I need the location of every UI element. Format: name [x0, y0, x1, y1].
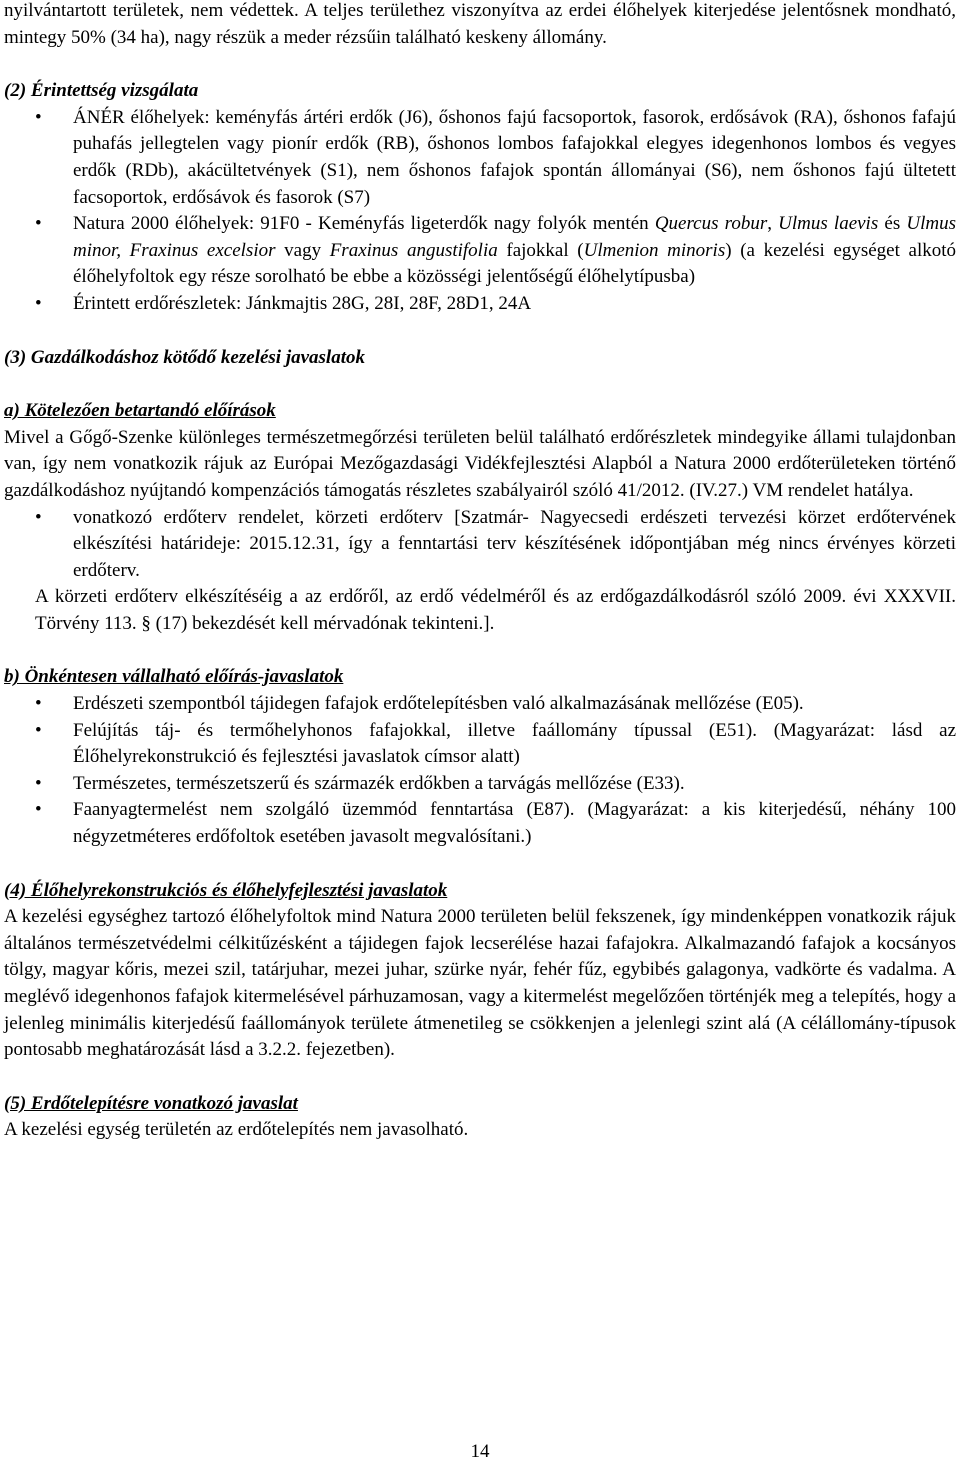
list-item	[4, 505, 956, 585]
syntaxon-ulmenion-minoris: Ulmenion minoris	[583, 239, 726, 261]
natura-text-2: ,	[767, 213, 779, 235]
section-3a-heading: a) Kötelezően betartandó előírások	[4, 400, 276, 422]
list-item-text: Felújítás táj- és termőhelyhonos fafajokkal, illetve faállomány típussal (E51). (Magyarázat: lásd az Élőhelyrekonstrukció és fejlesztési javaslatok címsor alatt)	[73, 719, 956, 768]
page-number: 14	[470, 1441, 490, 1462]
bullet-icon: •	[35, 506, 42, 528]
bullet-icon: •	[35, 693, 42, 715]
list-item	[4, 105, 956, 211]
natura-text-6: ) (a kezelési egységet alkotó élőhelyfoltok egy része sorolható be ebbe a közösségi jelentőségű élőhelytípusba)	[73, 239, 957, 288]
species-fraxinus-angustifolia: Fraxinus angustifolia	[329, 239, 498, 261]
list-item	[4, 718, 956, 771]
list-item-text: Érintett erdőrészletek: Jánkmajtis 28G, 28I, 28F, 28D1, 24A	[73, 292, 532, 314]
list-item	[4, 771, 956, 798]
bullet-icon: •	[35, 213, 42, 235]
bullet-icon: •	[35, 799, 42, 821]
section-2-heading: (2) Érintettség vizsgálata	[4, 80, 199, 102]
species-ulmus-laevis: Ulmus laevis	[778, 213, 879, 235]
species-ulmus-minor-fraxinus-excelsior: Ulmus minor, Fraxinus excelsior	[73, 213, 956, 261]
list-item	[4, 211, 956, 291]
section-3a-paragraph: Mivel a Gőgő-Szenke különleges természetmegőrzési területen belül található erdőrészletek mindegyike állami tulajdonban van, így nem vonatkozik rájuk az Európai Mezőgazdasági Vidékfejlesztési Alapból a Natura 2000 erdőterületeken történő gazdálkodáshoz nyújtandó kompenzációs támogatás részletes szabályairól szóló 41/2012. (IV.27.) VM rendelet hatálya.	[4, 426, 956, 501]
section-4-heading: (4) Élőhelyrekonstrukciós és élőhelyfejlesztési javaslatok	[4, 879, 448, 901]
bullet-icon: •	[35, 719, 42, 741]
list-item-text: Faanyagtermelést nem szolgáló üzemmód fenntartása (E87). (Magyarázat: a kis kiterjedésű, néhány 100 négyzetméteres erdőfoltok esetében javasolt megvalósítani.)	[73, 799, 956, 848]
section-3b-heading: b) Önkéntesen vállalható előírás-javaslatok	[4, 666, 344, 688]
document-page	[4, 0, 956, 1144]
species-quercus-robur: Quercus robur	[654, 213, 768, 235]
list-item-text: Erdészeti szempontból tájidegen fafajok erdőtelepítésben való alkalmazásának mellőzése (E05).	[73, 693, 804, 715]
bullet-icon: •	[35, 772, 42, 794]
section-5-heading: (5) Erdőtelepítésre vonatkozó javaslat	[4, 1092, 298, 1114]
natura-text-5: fajokkal (	[497, 239, 584, 261]
section-4-paragraph: A kezelési egységhez tartozó élőhelyfoltok mind Natura 2000 területen belül fekszenek, így mindenképpen vonatkozik rájuk általános természetvédelmi célkitűzésként a tájidegen fajok lecserélése hazai fafajokra. Alkalmazandó fafajok a kocsányos tölgy, magyar kőris, mezei szil, tatárjuhar, mezei juhar, szürke nyár, fehér fűz, egybibés galagonya, vadkörte és vadalma. A meglévő idegenhonos fafajok kitermelésével párhuzamosan, vagy a kitermelést megelőzően történjék meg a telepítés, hogy a jelenleg minimális kiterjedésű faállományok területe átmenetileg se csökkenjen a jelenlegi szint alá (A célállomány-típusok pontosabb meghatározását lásd a 3.2.2. fejezetben).	[4, 906, 956, 1061]
section-3-heading: (3) Gazdálkodáshoz kötődő kezelési javaslatok	[4, 346, 365, 368]
list-item	[4, 291, 956, 318]
bullet-icon: •	[35, 292, 42, 314]
intro-paragraph: nyilvántartott területek, nem védettek. A teljes területhez viszonyítva az erdei élőhelyek kiterjedése jelentősnek mondható, mintegy 50% (34 ha), nagy részük a meder rézsűin található keskeny állomány.	[4, 0, 956, 48]
bullet-icon: •	[35, 106, 42, 128]
list-item-text: Természetes, természetszerű és származék erdőkben a tarvágás mellőzése (E33).	[73, 772, 685, 794]
list-item	[4, 797, 956, 850]
section-3a-note: A körzeti erdőterv elkészítéséig a az erdőről, az erdő védelméről és az erdőgazdálkodásról szóló 2009. évi XXXVII. Törvény 113. § (17) bekezdését kell mérvadónak tekinteni.].	[35, 586, 956, 634]
section-3b-bullet-list	[4, 691, 956, 851]
list-item	[4, 691, 956, 718]
list-item-text: ÁNÉR élőhelyek: keményfás ártéri erdők (J6), őshonos fajú facsoportok, fasorok, erdősávok (RA), őshonos fafajú puhafás jellegtelen vagy pionír erdők (RB), őshonos lombos fafajokkal elegyes idegenhonos lombos és vegyes erdők (RDb), akácültetvények (S1), nem őshonos fafajok spontán állományai (S6), nem őshonos fajú ültetett facsoportok, erdősávok és fasorok (S7)	[73, 106, 956, 208]
section-5-paragraph: A kezelési egység területén az erdőtelepítés nem javasolható.	[4, 1119, 469, 1141]
natura-text-3: és	[878, 213, 907, 235]
section-2-bullet-list	[4, 105, 956, 318]
list-item-text: vonatkozó erdőterv rendelet, körzeti erdőterv [Szatmár- Nagyecsedi erdészeti tervezési körzet erdőtervének elkészítési határideje: 2015.12.31, így a fenntartási terv készítésének időpontjában még nincs érvényes körzeti erdőterv.	[73, 506, 956, 581]
natura-text-1: Natura 2000 élőhelyek: 91F0 - Keményfás ligeterdők nagy folyók mentén	[73, 213, 655, 235]
section-3a-bullet-list	[4, 505, 956, 585]
natura-text-4: vagy	[275, 239, 330, 261]
